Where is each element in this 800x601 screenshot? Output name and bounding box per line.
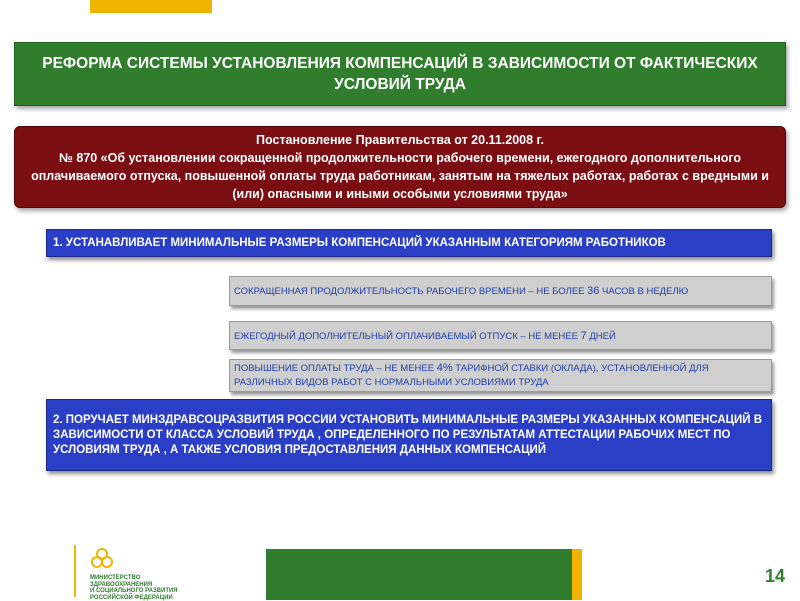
point-2-text: 2. ПОРУЧАЕТ МИНЗДРАВСОЦРАЗВИТИЯ РОССИИ УСТАНОВИТЬ МИНИМАЛЬНЫЕ РАЗМЕРЫ УКАЗАННЫХ КОМПЕНСАЦИЙ В ЗАВИСИМОСТИ ОТ КЛАССА УСЛОВИЙ ТРУДА , ОПРЕДЕЛЕННОГО ПО РЕЗУЛЬТАТАМ АТТЕСТАЦИИ РАБОЧИХ МЕСТ ПО УСЛОВИЯМ ТРУДА , А ТАКЖЕ УСЛОВИЯ ПРЕДОСТАВЛЕНИЯ ДАННЫХ КОМПЕНСАЦИЙ <box>53 413 763 456</box>
point-2-box <box>46 399 772 471</box>
sub-item-vacation <box>229 321 772 350</box>
slide-title <box>14 42 786 106</box>
point-1-box <box>46 229 772 257</box>
decree-box <box>14 126 786 208</box>
decree-date: Постановление Правительства от 20.11.2008 г. <box>256 133 544 147</box>
sub-item-text: ПОВЫШЕНИЕ ОПЛАТЫ ТРУДА – НЕ МЕНЕЕ 4% ТАРИФНОЙ СТАВКИ (ОКЛАДА), УСТАНОВЛЕННОЙ ДЛЯ РАЗЛИЧНЫХ ВИДОВ РАБОТ С НОРМАЛЬНЫМИ УСЛОВИЯМИ ТРУДА <box>234 362 709 388</box>
slide-title-text: РЕФОРМА СИСТЕМЫ УСТАНОВЛЕНИЯ КОМПЕНСАЦИЙ В ЗАВИСИМОСТИ ОТ ФАКТИЧЕСКИХ УСЛОВИЙ ТРУДА <box>42 55 758 93</box>
footer-accent <box>572 549 582 600</box>
sub-item-number: 7 <box>580 329 587 342</box>
sub-item-text: ЕЖЕГОДНЫЙ ДОПОЛНИТЕЛЬНЫЙ ОПЛАЧИВАЕМЫЙ ОТПУСК – НЕ МЕНЕЕ 7 ДНЕЙ <box>234 329 616 342</box>
ministry-logo <box>74 545 224 601</box>
top-accent-bar <box>90 0 212 13</box>
decree-title: № 870 «Об установлении сокращенной продолжительности рабочего времени, ежегодного дополнительного оплачиваемого отпуска, повышенной оплаты труда работникам, занятым на тяжелых работах, работах с вредными и (или) опасными и иными особыми условиями труда» <box>31 151 769 201</box>
ministry-emblem-icon <box>90 547 114 571</box>
sub-item-working-hours <box>229 276 772 306</box>
sub-item-number: 36 <box>587 285 600 297</box>
sub-item-text: СОКРАЩЕННАЯ ПРОДОЛЖИТЕЛЬНОСТЬ РАБОЧЕГО ВРЕМЕНИ – НЕ БОЛЕЕ 36 ЧАСОВ В НЕДЕЛЮ <box>234 285 689 297</box>
sub-item-pay-increase <box>229 359 772 392</box>
point-1-text: 1. УСТАНАВЛИВАЕТ МИНИМАЛЬНЫЕ РАЗМЕРЫ КОМПЕНСАЦИЙ УКАЗАННЫМ КАТЕГОРИЯМ РАБОТНИКОВ <box>53 237 666 249</box>
page-number: 14 <box>764 566 785 586</box>
footer-bar <box>266 549 572 600</box>
sub-item-number: 4% <box>436 362 453 374</box>
ministry-logo-text: МИНИСТЕРСТВО ЗДРАВООХРАНЕНИЯ И СОЦИАЛЬНОГО РАЗВИТИЯ РОССИЙСКОЙ ФЕДЕРАЦИИ <box>90 575 178 601</box>
